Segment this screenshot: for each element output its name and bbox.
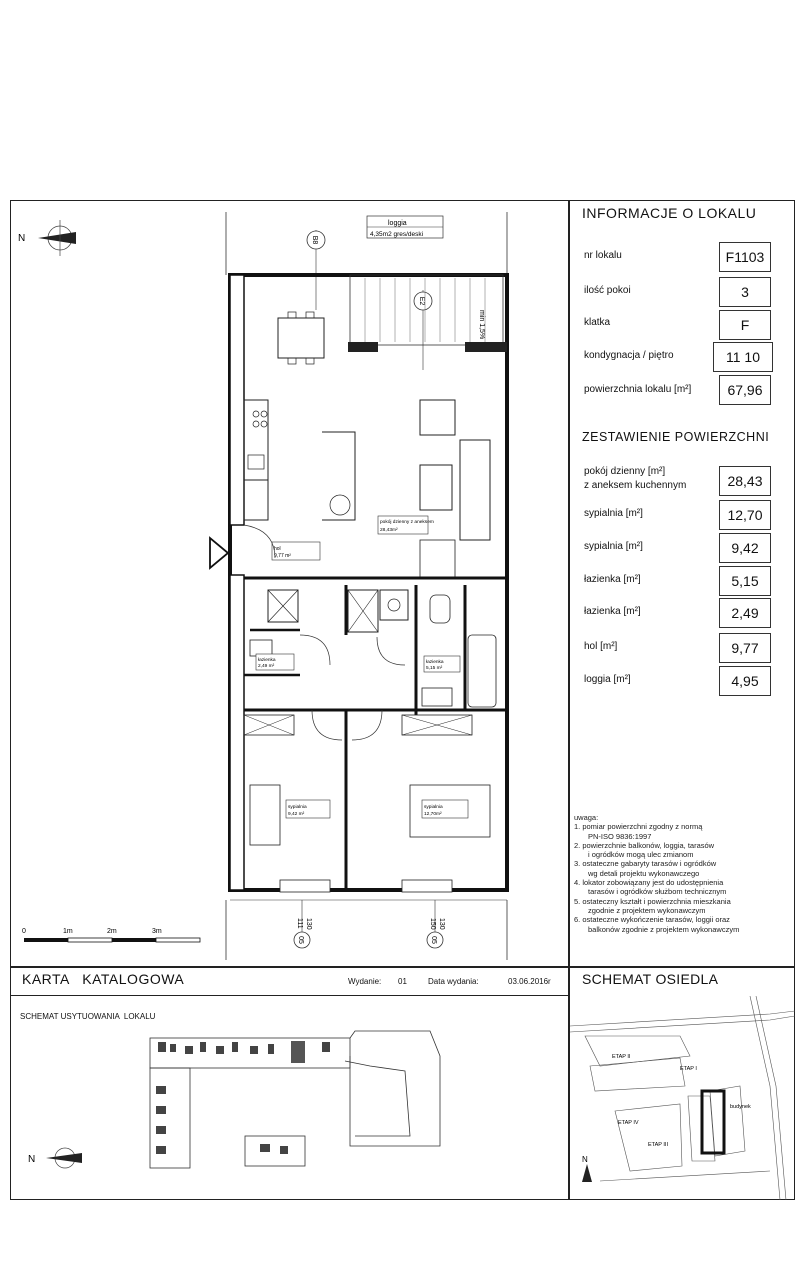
summary-label-hall: hol [m²]: [584, 641, 618, 652]
room-bed-small-name: sypialnia: [288, 805, 307, 810]
room-bed-large-name: sypialnia: [424, 805, 443, 810]
summary-value-loggia: 4,95: [719, 666, 771, 696]
note-line: 5. ostateczny kształt i powierzchnia mieszkania: [574, 896, 731, 906]
loggia-label: loggia: [388, 220, 407, 227]
north-label-footer: N: [28, 1154, 36, 1165]
info-value-staircase: F: [719, 310, 771, 340]
estate-title: SCHEMAT OSIEDLA: [582, 971, 719, 987]
info-label-staircase: klatka: [584, 317, 611, 328]
loggia-area: 4,35m2 gres/deski: [370, 231, 424, 238]
note-line: wg detali projektu wykonawczego: [588, 868, 700, 878]
info-value-unit-number: F1103: [719, 242, 771, 272]
card-title: KARTA KATALOGOWA: [22, 971, 185, 987]
axis-label-top: B8: [311, 235, 318, 245]
estate-schema: [570, 996, 795, 1200]
info-label-area: powierzchnia lokalu [m²]: [584, 384, 692, 395]
room-bath-b-name: łazienka: [426, 660, 444, 665]
date-label: Data wydania:: [428, 977, 479, 986]
note-line: tarasów i ogródków służbom technicznym: [588, 887, 727, 897]
axis-label-bottom-right: 05: [430, 936, 437, 944]
note-line: balkonów zgodnie z projektem wykonawczym: [588, 924, 740, 934]
estate-label-3: ETAP IV: [618, 1120, 639, 1126]
dim-left-b: 130: [305, 918, 312, 930]
estate-label-2: ETAP I: [680, 1066, 697, 1072]
estate-label-1: ETAP II: [612, 1054, 631, 1060]
north-label: N: [18, 233, 26, 244]
note-line: PN-ISO 9836:1997: [588, 831, 652, 841]
north-arrow-icon: [28, 1148, 82, 1168]
summary-value-bedroom-2: 9,42: [719, 533, 771, 563]
room-living-area: 28,43m²: [380, 528, 398, 533]
axis-label-mid: E2: [418, 296, 425, 306]
summary-label-living-2: z aneksem kuchennym: [584, 480, 687, 491]
dim-left-a: 111: [296, 918, 303, 929]
summary-value-hall: 9,77: [719, 633, 771, 663]
summary-label-bathroom-2: łazienka [m²]: [584, 606, 641, 617]
note-line: 1. pomiar powierzchni zgodny z normą: [574, 822, 703, 832]
axis-label-bottom-left: 05: [297, 936, 304, 944]
dim-right-a: 150: [429, 918, 436, 930]
note-line: 6. ostateczne wykończenie tarasów, loggii oraz: [574, 915, 730, 925]
scale-label-2m: 2m: [107, 928, 117, 935]
summary-title: ZESTAWIENIE POWIERZCHNI: [582, 430, 770, 444]
info-label-floor: kondygnacja / piętro: [584, 350, 674, 361]
summary-label-bedroom-1: sypialnia [m²]: [584, 508, 643, 519]
panel-divider: [568, 200, 570, 967]
slope-label: min 1,5%: [478, 310, 485, 340]
notes-block: [574, 813, 789, 934]
info-value-area: 67,96: [719, 375, 771, 405]
info-value-floor: 11 10: [713, 342, 773, 372]
room-hall-area: 9,77 m²: [274, 553, 291, 559]
summary-label-loggia: loggia [m²]: [584, 674, 631, 685]
summary-value-living: 28,43: [719, 466, 771, 496]
summary-value-bedroom-1: 12,70: [719, 500, 771, 530]
scale-label-3m: 3m: [152, 928, 162, 935]
info-label-unit-number: nr lokalu: [584, 250, 622, 261]
summary-value-bathroom-2: 2,49: [719, 598, 771, 628]
building-highlight: [702, 1091, 724, 1153]
note-line: 4. lokator zobowiązany jest do udostępnienia: [574, 878, 724, 888]
note-line: 2. powierzchnie balkonów, loggia, tarasów: [574, 840, 715, 850]
estate-label-4: ETAP III: [648, 1142, 668, 1148]
info-title: INFORMACJE O LOKALU: [582, 205, 757, 221]
entrance-arrow-icon: [210, 538, 228, 568]
info-label-room-count: ilość pokoi: [584, 285, 631, 296]
room-bed-small-area: 9,42 m²: [288, 812, 305, 817]
note-line: 3. ostateczne gabaryty tarasów i ogródków: [574, 859, 717, 869]
site-usage-schema: [10, 996, 568, 1200]
summary-value-bathroom-1: 5,15: [719, 566, 771, 596]
room-bath-a-name: łazienka: [258, 658, 276, 663]
scale-label-0: 0: [22, 928, 26, 935]
north-label-estate: N: [582, 1155, 588, 1164]
date-value: 03.06.2016r: [508, 977, 551, 986]
summary-label-bedroom-2: sypialnia [m²]: [584, 541, 643, 552]
unit-highlight: [291, 1041, 305, 1063]
scale-bar: [22, 928, 200, 942]
floor-plan: [10, 200, 568, 966]
usage-title: SCHEMAT USYTUOWANIA LOKALU: [20, 1012, 156, 1021]
north-arrow-icon: [18, 220, 76, 256]
edition-value: 01: [398, 977, 407, 986]
note-line: i ogródków mogą ulec zmianom: [588, 850, 694, 860]
summary-label-living: pokój dzienny [m²]: [584, 466, 666, 477]
room-hall-name: hol: [274, 546, 281, 552]
room-bath-b-area: 5,15 m²: [426, 666, 443, 671]
estate-label-5: budynek: [730, 1104, 751, 1110]
notes-title: uwaga:: [574, 813, 599, 822]
room-bed-large-area: 12,70m²: [424, 812, 442, 817]
summary-label-bathroom-1: łazienka [m²]: [584, 574, 641, 585]
info-value-room-count: 3: [719, 277, 771, 307]
room-bath-a-area: 2,49 m²: [258, 664, 275, 669]
edition-label: Wydanie:: [348, 977, 382, 986]
room-living-name: pokój dzienny z aneksem: [380, 520, 434, 525]
footer-divider: [10, 966, 795, 968]
dim-right-b: 130: [438, 918, 445, 930]
north-arrow-icon: [582, 1155, 592, 1182]
scale-label-1m: 1m: [63, 928, 73, 935]
note-line: zgodnie z projektem wykonawczym: [588, 905, 706, 915]
